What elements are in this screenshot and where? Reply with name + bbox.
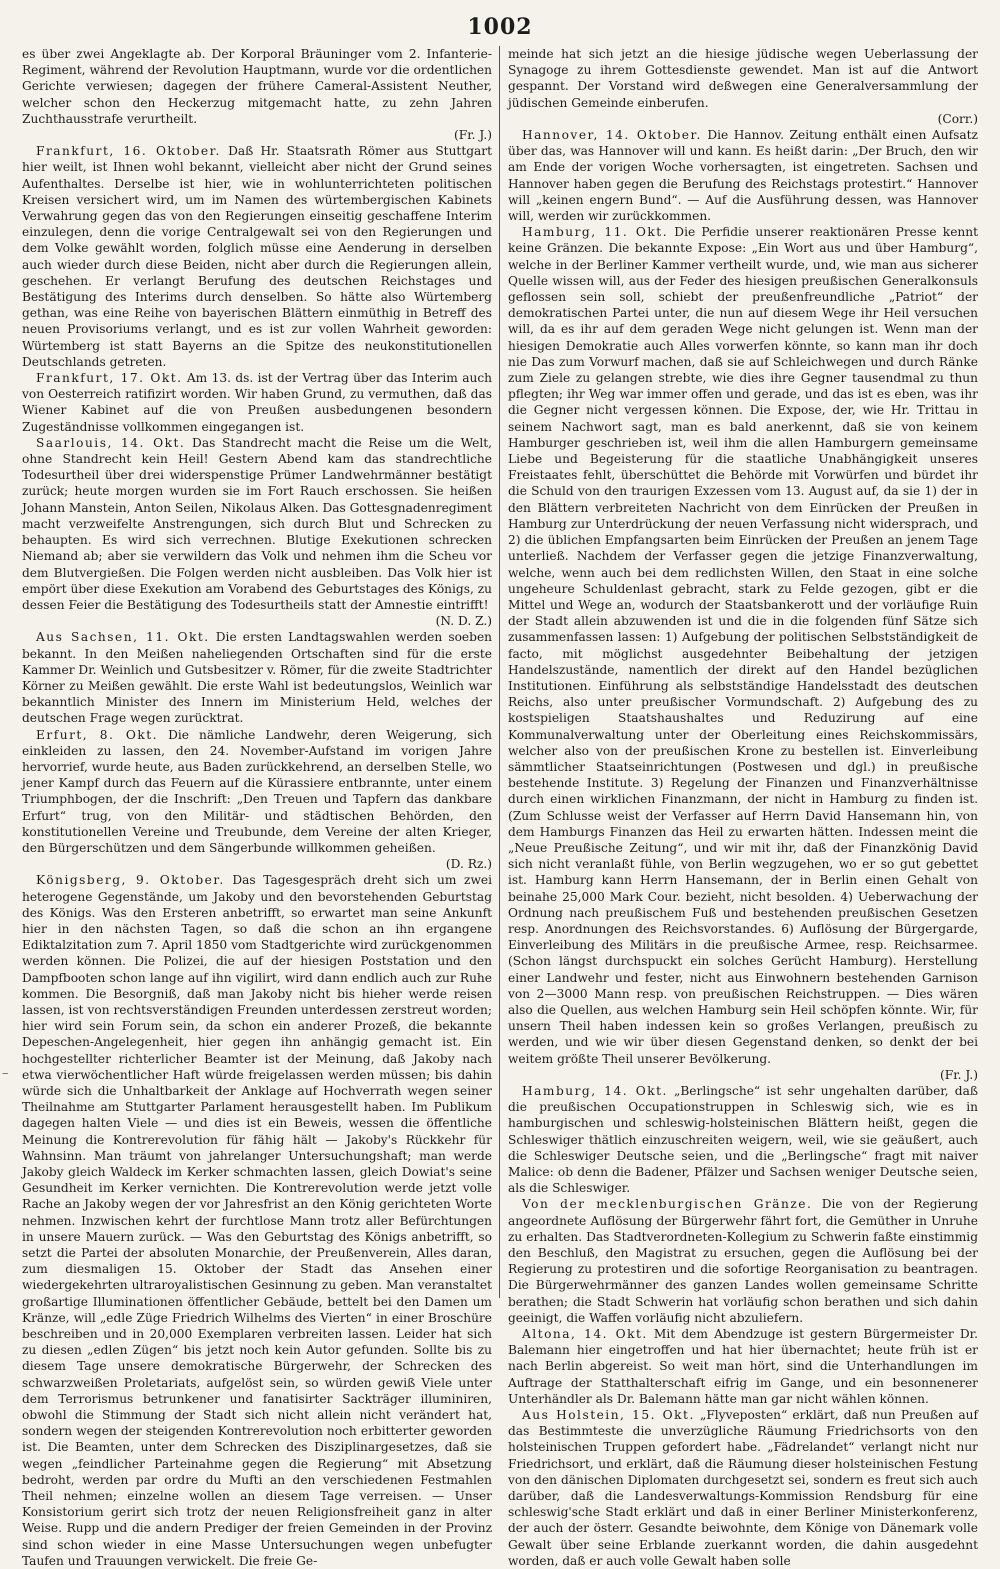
article-text: Die von der Regierung angeordnete Auflösung der Bürgerwehr fährt fort, die Gemüther in Unruhe zu erhalten. Das Stadtverordneten-Kollegium zu Schwerin faßte einstimmig den Beschluß, den Magistrat zu ersuchen, gegen die Auflösung bei der Regierung zu protestiren und die sofortige Reorganisation zu beantragen. Die Bürgerwehrmänner des ganzen Landes wollen gemeinsame Schritte berathen; die Stadt Schwerin hat vorläufig schon berathen und sich dahin geeinigt, die Waffen vorläufig nicht abzuliefern.	[508, 1197, 978, 1325]
article-text: Das Tagesgespräch dreht sich um zwei heterogene Gegenstände, um Jakoby und den bevorstehenden Geburtstag des Königs. Was den Ersteren anbetrifft, so erwartet man seine Ankunft hier in den nächsten Tagen, so daß die schon an ihn ergangene Ediktalzitation zum 7. April 1850 vom Stadtgerichte wird zurückgenommen werden können. Die Polizei, die auf der hiesigen Poststation und den Dampfbooten schon lange auf ihn vigilirt, wird dann endlich auch zur Ruhe kommen. Die Besorgniß, daß man Jakoby nicht bis hieher werde reisen lassen, ist von rechtsverständigen Freunden unterdessen zerstreut worden; hier wird sein Forum sein, da schon ein anderer Prozeß, die bekannte Depeschen-Angelegenheit, hier gegen ihn anhängig gemacht ist. Ein hochgestellter richterlicher Beamter ist der Meinung, daß Jakoby nach etwa vierwöchentlicher Haft würde freigelassen werden müssen; bis dahin würde sich die Unhaltbarkeit der Anklage auf Hochverrath wegen seiner Theilnahme am Stuttgarter Parlament herausgestellt haben. Im Publikum dagegen halten Viele — und dies ist ein Beweis, wessen die öffentliche Meinung die Kontrerevolution für fähig hält — Jakoby's Rückkehr für Wahnsinn. Man träumt von jahrelanger Untersuchungshaft; man werde Jakoby gleich Waldeck im Kerker schmachten lassen, gleich Dowiat's seine Gesundheit im Kerker vernichten. Die Kontrerevolution werde jetzt volle Rache an Jakoby wegen der vor Jahresfrist an den König gerichteten Worte nehmen. Inzwischen kehrt der furchtlose Mann trotz aller Befürchtungen in unsere Mauern zurück. — Was den Geburtstag des Königs anbetrifft, so setzt die Partei der absoluten Monarchie, der Preußenverein, Alles daran, zum diesmaligen 15. Oktober der Stadt das Ansehen einer wiedergekehrten ultraroyalistischen Gesinnung zu geben. Man veranstaltet großartige Illuminationen öffentlicher Gebäude, bettelt bei den Damen um Kränze, will „edle Züge Friedrich Wilhelms des Vierten“ in einer Broschüre beschreiben und in 20,000 Exemplaren verbreiten lassen. Leider hat sich zu diesen „edlen Zügen“ bis jetzt noch kein Autor gefunden. Sollte bis zu diesem Tage unsere demokratische Bürgerwehr, der Schrecken des schwarzweißen Proletariats, aufgelöst sein, so würden gewiß Viele unter dem Terrorismus betrunkener und fanatisirter Sackträger illuminiren, obwohl die Stimmung der Stadt sich nicht allein nicht verändert hat, sondern wegen der steigenden Kontrerevolution noch erbitterter geworden ist. Die Beamten, unter dem Schrecken des Disziplinargesetzes, daß sie wegen „feindlicher Parteinahme gegen die Regierung“ mit Absetzung bedroht, werden par ordre du Mufti an den verschiedenen Festmahlen Theil nehmen; einzelne wollen an diesem Tage verreisen. — Unser Konsistorium gerirt sich trotz der neuen Religionsfreiheit ganz in alter Weise. Rupp und die andern Prediger der freien Gemeinden in der Provinz sind schon wieder in eine Masse Untersuchungen wegen unbefugter Taufen und Trauungen verwickelt. Die freie Ge-	[22, 873, 493, 1568]
article-text: Das Standrecht macht die Reise um die Welt, ohne Standrecht kein Heil! Gestern Abend kam das standrechtliche Todesurtheil über drei widerspenstige Prümer Landwehrmänner bestätigt zurück; heute morgen wurden sie im Fort Rauch erschossen. Sie heißen Johann Manstein, Anton Seilen, Nikolaus Alken. Das Gottesgnadenregiment macht verzweifelte Anstrengungen, sich durch Blut und Schrecken zu behaupten. Es wird sich verrechnen. Blutige Exekutionen schrecken Niemand ab; aber sie verwildern das Volk und nehmen ihm die Scheu vor dem Blutvergießen. Die Folgen werden nicht ausbleiben. Das Volk hier ist empört über diese Exekution am Vorabend des Geburtstages des Königs, zu dessen Feier die Bestätigung des Todesurtheils statt der Amnestie eintrifft!	[22, 435, 492, 612]
article-text: Daß Hr. Staatsrath Römer aus Stuttgart hier weilt, ist Ihnen wohl bekannt, vielleicht aber nicht der Grund seines Aufenthaltes. Derselbe ist hier, wie in wohlunterrichteten politischen Kreisen versichert wird, um im Namen des würtembergischen Kabinets Verwahrung gegen das von den Regierungen einseitig geschaffene Interim einzulegen, denn die vorige Centralgewalt sei von den Regierungen und dem Volke gewählt worden, folglich müsse eine Aenderung in derselben auch wieder durch diese Beiden, nicht aber durch die Regierungen allein, geschehen. Er verlangt Berufung des deutschen Reichstages und Bestätigung des Interims durch denselben. So hätte also Würtemberg gethan, was eine Reihe von bayerischen Blättern einmüthig in Betreff des neuen Provisoriums verlangt, und es ist zur vollen Wahrheit geworden: Würtemberg ist statt Bayerns an die Spitze des neukonstitutionellen Deutschlands getreten.	[22, 144, 493, 369]
article-text: Die Hannov. Zeitung enthält einen Aufsatz über das, was Hannover will und kann. Es heißt darin: „Der Bruch, den wir am Ende der vorigen Woche vorhersagten, ist eingetreten. Sachsen und Hannover haben gegen die Berufung des Reichstags protestirt.“ Hannover will „keinen engern Bund“. — Auf die Ausführung dessen, was Hannover will, werden wir zurückkommen.	[508, 128, 978, 224]
article-dateline: Frankfurt, 16. Oktober.	[36, 144, 221, 159]
column-rule	[499, 46, 500, 1298]
article	[22, 370, 492, 435]
article-dateline: Saarlouis, 14. Okt.	[36, 435, 186, 450]
article-text: Die Perfidie unserer reaktionären Presse kennt keine Gränzen. Die bekannte Expose: „Ein Wort aus und über Hamburg“, welche in der Berliner Kammer vertheilt wurde, und, wie man aus sicherer Quelle wissen will, aus der Feder des hiesigen preußischen Generalkonsuls geflossen sein soll, schiebt der preußenfreundliche „Patriot“ der demokratischen Partei unter, die nun auf diesem Wege ihr Heil versuchen will, da es ihr auf dem geraden Wege nicht gelungen ist. Wenn man der hiesigen Demokratie auch Alles vorwerfen könnte, so kann man ihr doch nie Das zum Vorwurf machen, daß sie auf Schleichwegen und durch Ränke zum Ziele zu gelangen strebte, wie dies ihre Gegner tausendmal zu thun pflegten; ihr Weg war immer offen und gerade, und das ist es eben, was ihr die Gegner nicht vergessen können. Die Expose, der, wie Hr. Trittau in seinem Nachwort sagt, man es bald anerkennt, daß sie von keinem Hamburger geschrieben ist, weil ihm die allen Hamburgern gemeinsame Liebe und Begeisterung für die staatliche Unabhängigkeit unseres Freistaates fehlt, überschüttet die Behörde mit Vorwürfen und bürdet ihr die Schuld von den traurigen Exzessen vom 13. August auf, da sie 1) der in den Blättern verbreiteten Nachricht von dem Einrücken der Preußen in Hamburg zur Unterdrückung der neuen Verfassung nicht widersprach, und 2) die üblichen Empfangsarten beim Einrücken der Preußen an jenem Tage unterließ. Nachdem der Verfasser gegen die jetzige Finanzverwaltung, welche, wenn auch bei dem redlichsten Willen, den Staat in eine solche ungeheure Schuldenlast gebracht, stark zu Felde gezogen, gibt er die Mittel und Wege an, wodurch der Staatsbankerott und der vorläufige Ruin der Stadt allein abzuwenden ist und die in die folgenden fünf Sätze sich zusammenfassen lassen: 1) Aufgebung der politischen Selbstständigkeit de facto, mit möglichst ausgedehnter Beibehaltung der jetzigen Handelszustände, namentlich der direkt auf den Handel bezüglichen Institutionen. Einführung als selbstständige Handelsstadt des deutschen Reichs, also unter preußischer Vormundschaft. 2) Aufgebung des zu kostspieligen Staatshaushaltes und Reduzirung auf eine Kommunalverwaltung unter der Oberleitung eines Reichskommissärs, welcher also von der preußischen Krone zu bestellen ist. Einverleibung sämmtlicher Staatseinrichtungen (Postwesen und dgl.) in preußische bestehende Institute. 3) Regelung der Finanzen und Finanzverhältnisse durch einen wirklichen Finanzmann, der nicht in Hamburg zu finden ist. (Zum Schlusse weist der Verfasser auf Herrn David Hansemann hin, von dem Hamburgs Finanzen das Heil zu erwarten hätten. Indessen meint die „Neue Preußische Zeitung“, und wir mit ihr, daß der Finanzkönig David sich nicht veranlaßt fühle, von Berlin wegzugehen, wo er so gut gebettet ist. Hamburg kann Herrn Hansemann, der in Berlin einen Gehalt von beinahe 25,000 Mark Cour. bezieht, nicht besolden. 4) Ueberwachung der Ordnung nach preußischem Fuß und bestehenden preußischen Gesetzen resp. Anordnungen des Reichsvorstandes. 6) Auflösung der Bürgergarde, Einverleibung des Militärs in die preußische Armee, resp. Reichsarmee. (Schon längst durchspuckt ein solches Gerücht Hamburg). Herstellung einer Landwehr und fester, nicht aus Einwohnern bestehenden Garnison von 2—3000 Mann resp. von preußischen Reichstruppen. — Dies wären also die Quellen, aus welchen Hamburg sein Heil schöpfen könnte. Wir, für unsern Theil haben indessen kein so großes Verlangen, preußisch zu werden, und wie wir über diesen Gegenstand denken, so denkt der bei weitem größte Theil unserer Bevölkerung.	[508, 225, 978, 1066]
article-dateline: Hannover, 14. Oktober.	[522, 128, 702, 143]
article-dateline: Hamburg, 11. Okt.	[522, 225, 669, 240]
left-column	[22, 46, 493, 1568]
article	[22, 435, 492, 629]
article	[508, 1326, 978, 1407]
right-column	[508, 46, 979, 1568]
article-source: (N. D. Z.)	[435, 614, 492, 629]
article-text: es über zwei Angeklagte ab. Der Korporal Bräuninger vom 2. Infanterie-Regiment, während der Revolution Hauptmann, wurde vor die ordentlichen Gerichte verwiesen; dagegen der frühere Cameral-Assistent Neuther, welcher schon den Heckerzug mitgemacht hatte, zu zehn Jahren Zuchthausstrafe verurtheilt.	[22, 47, 492, 126]
article-dateline: Frankfurt, 17. Okt.	[36, 371, 183, 386]
article	[508, 1407, 978, 1569]
article	[22, 872, 492, 1569]
article-text: „Flyveposten“ erklärt, daß nun Preußen auf das Bestimmteste die unverzügliche Räumung Friedrichsorts von den holsteinischen Truppen gefordert habe. „Fädrelandet“ verlangt nicht nur Friedrichsort, und erklärt, daß die Räumung dieser holsteinischen Festung von den dänischen Diplomaten durchgesetzt sei, sondern es freut sich auch darüber, daß die Landesverwaltungs-Kommission Rendsburg für eine schleswig'sche Stadt erklärt und daß in einer Berliner Ministerkonferenz, der auch der österr. Gesandte beiwohnte, dem Könige von Dänemark volle Gewalt über seine Erblande zuerkannt worden, die dahin ausgedehnt worden, daß er auch volle Gewalt haben solle	[508, 1408, 978, 1568]
article	[22, 143, 492, 370]
page-number: 1002	[467, 14, 533, 40]
article-dateline: Aus Holstein, 15. Okt.	[522, 1408, 695, 1423]
article	[508, 1083, 978, 1196]
article-text: Am 13. ds. ist der Vertrag über das Interim auch von Oesterreich ratifizirt worden. Wir haben Grund, zu vermuthen, daß das Wiener Kabinet auf die von Preußen ausbedungenen besondern Zugeständnisse vollkommen eingegangen ist.	[22, 371, 493, 434]
article	[22, 727, 492, 873]
article-source: (D. Rz.)	[445, 857, 492, 872]
article	[508, 127, 978, 224]
article-dateline: Aus Sachsen, 11. Okt.	[36, 630, 210, 645]
article-text: Die ersten Landtagswahlen werden soeben bekannt. In den Meißen naheliegenden Ortschaften sind für die erste Kammer Dr. Weinlich und Gutsbesitzer v. Römer, für die zweite Stadtrichter Körner zu Meißen gewählt. Die erste Wahl ist bedeutungslos, Weinlich war bekanntlich Minister des Innern im Ministerium Held, welches der deutschen Frage wegen zurücktrat.	[22, 630, 493, 726]
article	[508, 224, 978, 1083]
article-text: Mit dem Abendzuge ist gestern Bürgermeister Dr. Balemann hier eingetroffen und hat hier übernachtet; heute früh ist er nach Berlin abgereist. So weit man hört, sind die Unterhandlungen im Auftrage der Statthalterschaft eifrig im Gange, und ein besonnenerer Unterhändler als Dr. Balemann hätte man gar nicht wählen können.	[508, 1327, 979, 1406]
margin-mark: –	[2, 1066, 9, 1081]
article-text: Die nämliche Landwehr, deren Weigerung, sich einkleiden zu lassen, den 24. November-Aufstand im vorigen Jahre hervorrief, wurde heute, aus Baden zurückkehrend, an derselben Stelle, wo jener Kampf durch das Feuern auf die Kürassiere entbrannte, unter einem Triumphbogen, der die Inschrift: „Den Treuen und Tapfern das dankbare Erfurt“ trug, von den Militär- und städtischen Behörden, den konstitutionellen Vereine und Treubunde, dem Vereine der alten Krieger, den Bürgerschützen und dem Sängerbunde willkommen geheißen.	[22, 727, 492, 855]
article	[508, 1196, 978, 1326]
article-dateline: Von der mecklenburgischen Gränze.	[522, 1197, 813, 1212]
article-dateline: Königsberg, 9. Oktober.	[36, 873, 225, 888]
article-dateline: Hamburg, 14. Okt.	[522, 1084, 668, 1098]
article-source: (Fr. J.)	[453, 128, 492, 143]
article-text: meinde hat sich jetzt an die hiesige jüdische wegen Ueberlassung der Synagoge zu ihrem Gottesdienste gewendet. Man ist auf die Antwort gespannt. Der Vorstand wird deßwegen eine Generalversammlung der jüdischen Gemeinde einberufen.	[508, 47, 978, 110]
article-source: (Corr.)	[937, 111, 978, 126]
article	[508, 46, 978, 127]
article-source: (Fr. J.)	[939, 1067, 978, 1082]
article	[22, 629, 492, 726]
article	[22, 46, 492, 143]
article-text: „Berlingsche“ ist sehr ungehalten darüber, daß die preußischen Occupationstruppen in Schleswig sich, wie es in hamburgischen und schleswig-holsteinischen Blättern heißt, gegen die Schleswiger thätlich einzuschreiten weigern, weil, wie sie geäußert, auch die Schleswiger Deutsche seien, und die „Berlingsche“ fragt mit naiver Malice: ob denn die Badener, Pfälzer und Sachsen weniger Deutsche seien, als die Schleswiger.	[508, 1084, 979, 1196]
article-dateline: Altona, 14. Okt.	[522, 1327, 648, 1342]
article-dateline: Erfurt, 8. Okt.	[36, 727, 159, 742]
